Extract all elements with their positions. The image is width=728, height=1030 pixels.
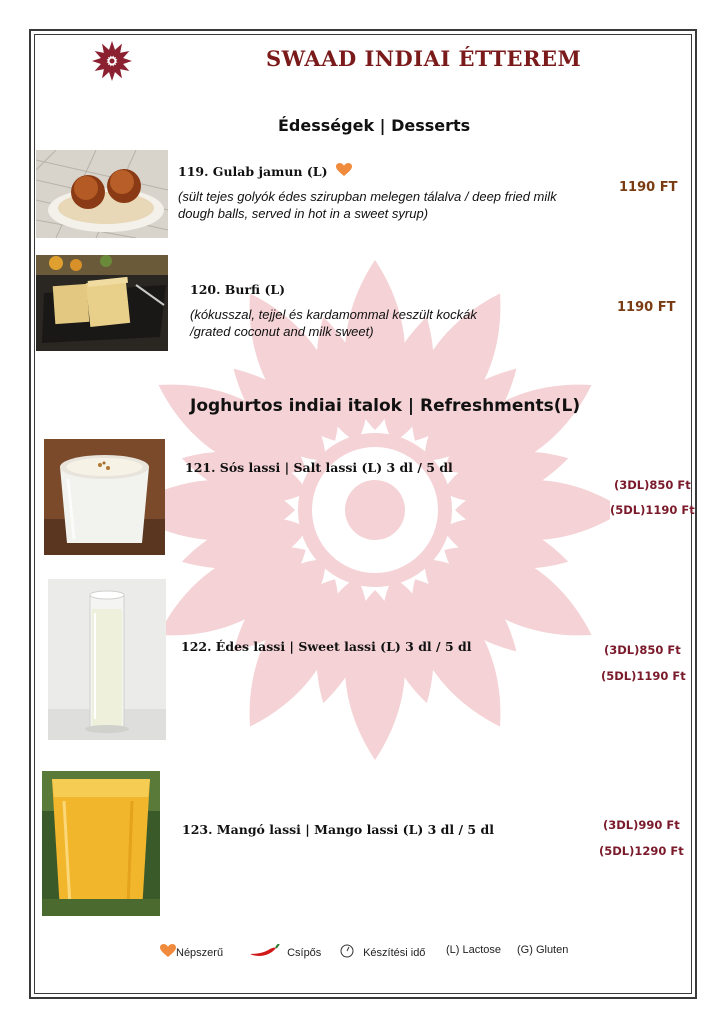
- item-122-price-3dl: (3DL)850 Ft: [604, 643, 681, 657]
- item-119-description: (sült tejes golyók édes szirupban melegen tálalva / deep fried milk dough balls, served in hot in a sweet syrup): [178, 189, 557, 221]
- item-121-name: 121. Sós lassi | Salt lassi (L) 3 dl / 5 dl: [185, 460, 453, 475]
- sweet-lassi-photo: [48, 579, 166, 740]
- legend-lactose: (L) Lactose: [446, 944, 502, 956]
- clock-icon: [340, 944, 354, 958]
- item-123-price-5dl: (5DL)1290 Ft: [599, 844, 684, 858]
- item-120-price: 1190 FT: [617, 300, 676, 315]
- item-121-price-3dl: (3DL)850 Ft: [614, 478, 691, 492]
- legend-gluten: (G) Gluten: [517, 944, 569, 956]
- item-122-name: 122. Édes lassi | Sweet lassi (L) 3 dl / 5 dl: [181, 639, 472, 654]
- gulab-jamun-photo: [36, 150, 168, 238]
- chili-pepper-icon: [248, 944, 280, 958]
- legend-spicy: [248, 944, 321, 959]
- legend-prep-time-label: Készítési idő: [363, 947, 426, 959]
- item-121-price-5dl: (5DL)1190 Ft: [610, 503, 695, 517]
- mango-lassi-photo: [42, 771, 160, 916]
- restaurant-title: SWAAD INDIAI ÉTTEREM: [266, 46, 582, 71]
- heart-icon: [336, 163, 352, 177]
- item-123-name: 123. Mangó lassi | Mango lassi (L) 3 dl / 5 dl: [182, 822, 494, 837]
- desserts-section-title: Édességek | Desserts: [278, 116, 471, 135]
- item-119-price: 1190 FT: [619, 180, 678, 195]
- item-123-price-3dl: (3DL)990 Ft: [603, 818, 680, 832]
- legend-spicy-label: Csípős: [287, 947, 322, 959]
- burfi-photo: [36, 255, 168, 351]
- item-119-name: 119. Gulab jamun (L): [178, 163, 352, 179]
- heart-icon: [160, 944, 176, 958]
- item-120-description: (kókusszal, tejjel és kardamommal keszült kockák /grated coconut and milk sweet): [190, 307, 477, 339]
- legend-popular-label: Népszerű: [176, 947, 224, 959]
- item-120-name: 120. Burfi (L): [190, 282, 286, 297]
- legend-prep-time: [340, 944, 425, 959]
- salt-lassi-photo: [44, 439, 165, 555]
- refreshments-section-title: Joghurtos indiai italok | Refreshments(L): [190, 396, 581, 416]
- legend-popular: [160, 944, 223, 959]
- item-122-price-5dl: (5DL)1190 Ft: [601, 669, 686, 683]
- restaurant-logo-icon: [88, 40, 136, 82]
